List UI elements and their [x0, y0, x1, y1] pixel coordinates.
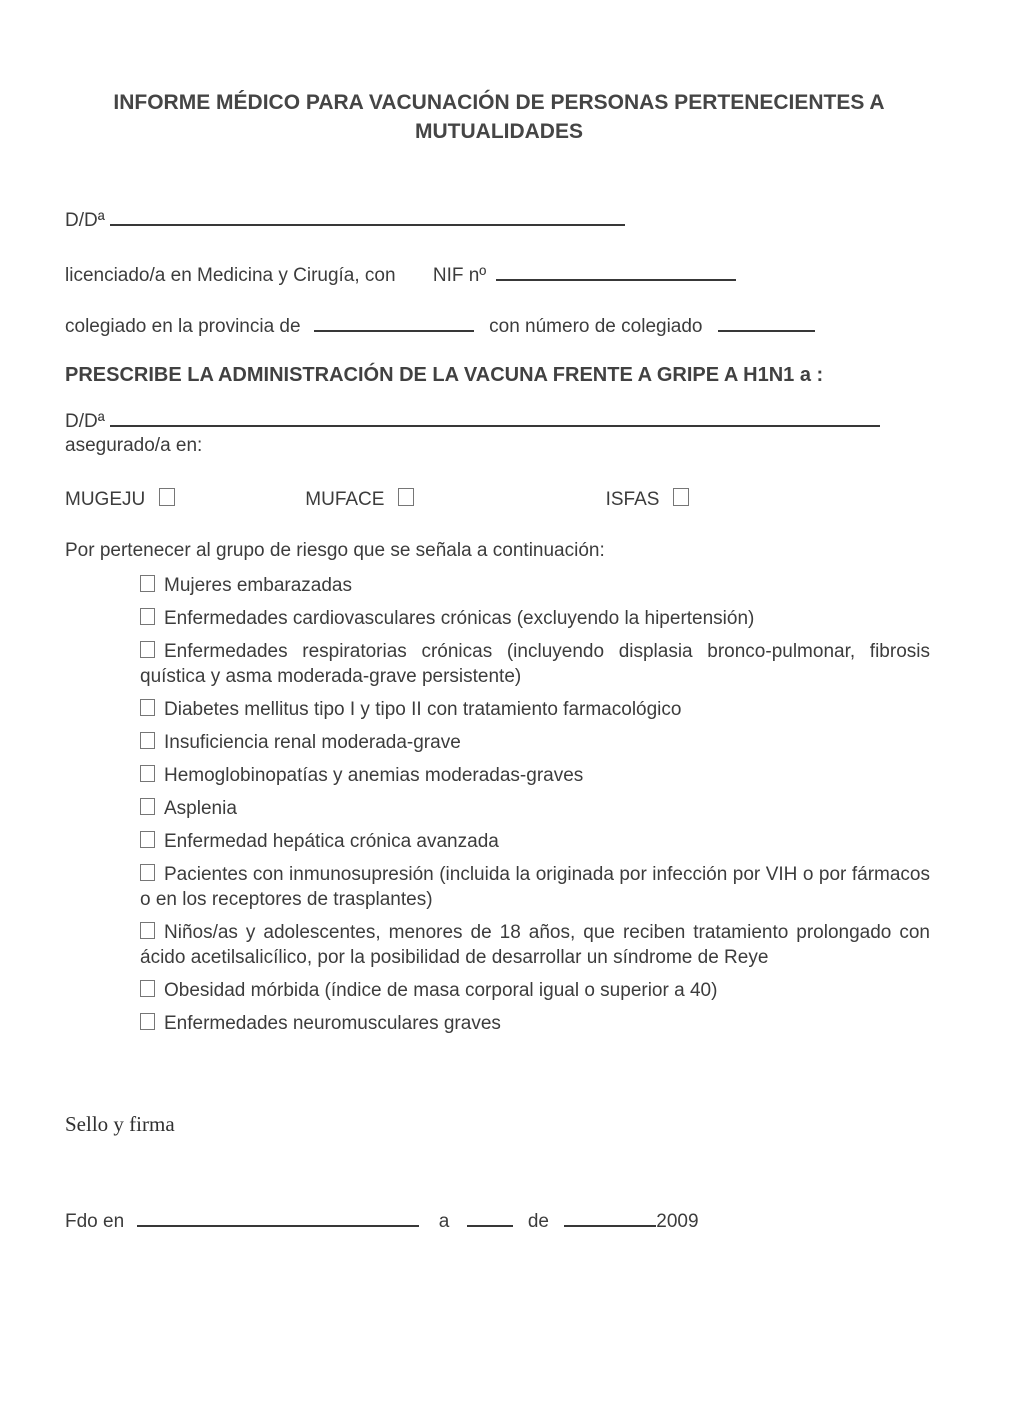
physician-name-field[interactable]: [110, 210, 625, 226]
risk-checkbox[interactable]: [140, 608, 155, 625]
signed-place-field[interactable]: [137, 1211, 419, 1227]
risk-item-label: Pacientes con inmunosupresión (incluida la originada por infección por VIH o por fármacos o en los receptores de trasplantes): [140, 864, 930, 910]
college-number-label: con número de colegiado: [489, 316, 703, 337]
signed-label: Fdo en: [65, 1211, 125, 1232]
risk-item: [140, 573, 930, 598]
prescribe-heading: PRESCRIBE LA ADMINISTRACIÓN DE LA VACUNA FRENTE A GRIPE A H1N1 a :: [65, 364, 824, 386]
risk-item: [140, 763, 930, 788]
risk-checkbox[interactable]: [140, 1013, 155, 1030]
province-field[interactable]: [314, 316, 474, 332]
signed-de-label: de: [527, 1211, 549, 1232]
patient-name-row: [65, 411, 933, 433]
risk-item: [140, 796, 930, 821]
risk-checkbox[interactable]: [140, 699, 155, 716]
risk-checkbox[interactable]: [140, 575, 155, 592]
risk-item-label: Obesidad mórbida (índice de masa corporal igual o superior a 40): [164, 980, 718, 1001]
nif-field[interactable]: [496, 265, 736, 281]
risk-list: [65, 573, 933, 1036]
risk-item-label: Enfermedades neuromusculares graves: [164, 1013, 501, 1034]
risk-checkbox[interactable]: [140, 641, 155, 658]
degree-label: licenciado/a en Medicina y Cirugía, con: [65, 265, 396, 286]
document-title: INFORME MÉDICO PARA VACUNACIÓN DE PERSONAS PERTENECIENTES A MUTUALIDADES: [113, 91, 885, 143]
mutuality-option-isfas: [606, 488, 690, 511]
college-number-field[interactable]: [718, 316, 815, 332]
physician-name-label: D/Dª: [65, 210, 105, 231]
risk-checkbox[interactable]: [140, 980, 155, 997]
risk-item-label: Enfermedad hepática crónica avanzada: [164, 831, 499, 852]
risk-item: [140, 639, 930, 689]
isfas-label: ISFAS: [605, 489, 660, 510]
signed-year: 2009: [656, 1211, 699, 1232]
risk-checkbox[interactable]: [140, 798, 155, 815]
risk-checkbox[interactable]: [140, 864, 155, 881]
physician-name-row: [65, 210, 933, 232]
risk-item: [140, 978, 930, 1003]
risk-item-label: Enfermedades cardiovasculares crónicas (excluyendo la hipertensión): [164, 608, 755, 629]
insured-label: asegurado/a en:: [65, 435, 203, 456]
risk-checkbox[interactable]: [140, 732, 155, 749]
signed-day-field[interactable]: [467, 1211, 513, 1227]
mugeju-label: MUGEJU: [65, 489, 146, 510]
patient-name-label: D/Dª: [65, 411, 105, 432]
risk-item: [140, 697, 930, 722]
signed-month-field[interactable]: [564, 1211, 656, 1227]
risk-item-label: Asplenia: [164, 798, 237, 819]
risk-item: [140, 606, 930, 631]
risk-item-label: Diabetes mellitus tipo I y tipo II con tratamiento farmacológico: [164, 699, 682, 720]
mutuality-option-muface: [305, 488, 600, 511]
risk-item: [140, 730, 930, 755]
signed-row: [65, 1211, 933, 1233]
patient-name-field[interactable]: [110, 411, 880, 427]
risk-item-label: Enfermedades respiratorias crónicas (incluyendo displasia bronco-pulmonar, fibrosis quística y asma moderada-grave persistente): [140, 641, 930, 687]
stamp-signature-label: Sello y firma: [65, 1112, 175, 1136]
risk-item-label: Mujeres embarazadas: [164, 575, 352, 596]
risk-checkbox[interactable]: [140, 831, 155, 848]
mutuality-option-mugeju: [65, 488, 300, 511]
risk-item: [140, 920, 930, 970]
signed-a-label: a: [438, 1211, 450, 1232]
physician-degree-row: [65, 265, 933, 287]
muface-checkbox[interactable]: [398, 488, 414, 506]
risk-item: [140, 1011, 930, 1036]
mugeju-checkbox[interactable]: [159, 488, 175, 506]
college-row: [65, 316, 933, 338]
nif-label: NIF nº: [432, 265, 487, 286]
risk-checkbox[interactable]: [140, 765, 155, 782]
risk-item-label: Insuficiencia renal moderada-grave: [164, 732, 461, 753]
risk-item-label: Niños/as y adolescentes, menores de 18 años, que reciben tratamiento prolongado con ácido acetilsalicílico, por la posibilidad de desarrollar un síndrome de Reye: [140, 922, 930, 968]
isfas-checkbox[interactable]: [673, 488, 689, 506]
muface-label: MUFACE: [305, 489, 385, 510]
risk-intro: Por pertenecer al grupo de riesgo que se señala a continuación:: [65, 540, 605, 561]
risk-item: [140, 829, 930, 854]
mutuality-row: [65, 488, 933, 511]
province-label: colegiado en la provincia de: [65, 316, 301, 337]
risk-item-label: Hemoglobinopatías y anemias moderadas-graves: [164, 765, 584, 786]
risk-checkbox[interactable]: [140, 922, 155, 939]
risk-item: [140, 862, 930, 912]
